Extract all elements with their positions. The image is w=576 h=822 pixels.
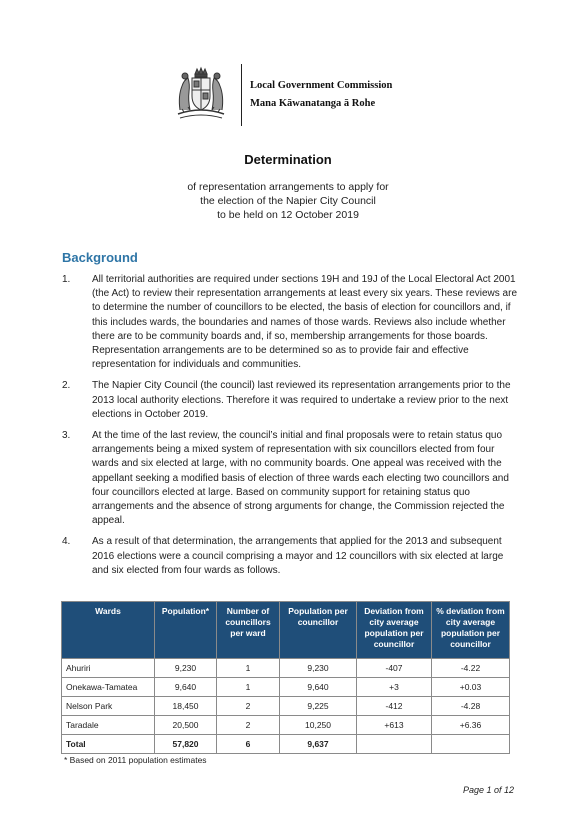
table-cell (357, 735, 432, 754)
paragraph (62, 379, 522, 422)
table-cell: +6.36 (432, 716, 510, 735)
column-header: Population* (155, 602, 217, 659)
table-cell: +3 (357, 678, 432, 697)
paragraph-text: The Napier City Council (the council) last reviewed its representation arrangements prior to the 2013 local authority elections. Therefore it was required to undertake a review prior to the next elections in October 2019. (92, 380, 511, 420)
paragraph (62, 429, 522, 528)
section-heading: Background (62, 250, 138, 265)
paragraph-number: 1. (62, 274, 71, 285)
table-cell: -412 (357, 697, 432, 716)
subtitle-line: the election of the Napier City Council (200, 195, 376, 207)
table-cell: Total (62, 735, 155, 754)
table-cell: Onekawa-Tamatea (62, 678, 155, 697)
subtitle-line: to be held on 12 October 2019 (217, 209, 359, 221)
table-cell: 2 (217, 697, 280, 716)
table-footnote: * Based on 2011 population estimates (64, 755, 207, 765)
table-cell: 9,230 (155, 659, 217, 678)
document-subtitle (0, 180, 576, 222)
header-divider (241, 64, 242, 126)
table-total-row (62, 735, 510, 754)
org-name-maori: Mana Kāwanatanga ā Rohe (250, 98, 376, 109)
table-cell: 57,820 (155, 735, 217, 754)
table-cell: -4.22 (432, 659, 510, 678)
table-row (62, 716, 510, 735)
table-cell: Taradale (62, 716, 155, 735)
org-name: Local Government Commission (250, 80, 393, 91)
paragraph-text: At the time of the last review, the council’s initial and final proposals were to retain status quo arrangements being a mixed system of representation with six councillors elected from four wards and six elected at large, with no community boards. One appeal was received with the appellant seeking a modified basis of election of three wards each electing two councillors and four councillors elected at large. Based on community support for retaining status quo arrangements and the absence of strong arguments for change, the Commission rejected the appeal. (92, 430, 509, 527)
coat-of-arms-icon (170, 66, 232, 122)
table-row (62, 659, 510, 678)
table-cell: 18,450 (155, 697, 217, 716)
table-header-row (62, 602, 510, 659)
table-cell: 1 (217, 678, 280, 697)
table-cell: -407 (357, 659, 432, 678)
table-cell: Nelson Park (62, 697, 155, 716)
table-cell: 2 (217, 716, 280, 735)
paragraph-text: As a result of that determination, the arrangements that applied for the 2013 and subsequent 2016 elections were a council comprising a mayor and 12 councillors with six elected at large and six elected from four wards as follows. (92, 536, 504, 576)
paragraph-list (62, 273, 522, 585)
column-header: Number of councillors per ward (217, 602, 280, 659)
table-cell: 9,230 (280, 659, 357, 678)
column-header: Wards (62, 602, 155, 659)
paragraph-number: 4. (62, 536, 71, 548)
column-header: % deviation from city average population per councillor (432, 602, 510, 659)
table-cell (432, 735, 510, 754)
paragraph (62, 535, 522, 578)
paragraph-number: 2. (62, 380, 71, 392)
table-cell: 9,640 (280, 678, 357, 697)
wards-table (61, 601, 510, 754)
table-row (62, 697, 510, 716)
column-header: Deviation from city average population per councillor (357, 602, 432, 659)
document-title: Determination (244, 152, 332, 167)
table-cell: 9,640 (155, 678, 217, 697)
table-cell: 10,250 (280, 716, 357, 735)
column-header: Population per councillor (280, 602, 357, 659)
paragraph (62, 273, 522, 372)
letterhead (170, 64, 430, 126)
table-cell: 6 (217, 735, 280, 754)
table-cell: -4.28 (432, 697, 510, 716)
table-row (62, 678, 510, 697)
table-cell: Ahuriri (62, 659, 155, 678)
table-cell: 1 (217, 659, 280, 678)
table-cell: +613 (357, 716, 432, 735)
table-cell: +0.03 (432, 678, 510, 697)
table-cell: 9,225 (280, 697, 357, 716)
wards-table-container (61, 601, 510, 754)
table-cell: 9,637 (280, 735, 357, 754)
paragraph-text: All territorial authorities are required under sections 19H and 19J of the Local Electoral Act 2001 (the Act) to review their representation arrangements at least every six years. These reviews are to determine the number of councillors to be elected, the basis of election for councillors and, if this includes wards, the boundaries and names of those wards. Reviews also include whether there are to be community boards and, if so, membership arrangements for those boards. Representation arrangements are to be determined so as to provide fair and effective representation for individuals and communities. (92, 274, 518, 371)
subtitle-line: of representation arrangements to apply for (187, 181, 389, 193)
table-cell: 20,500 (155, 716, 217, 735)
paragraph-number: 3. (62, 430, 71, 442)
page-number: Page 1 of 12 (462, 785, 514, 795)
